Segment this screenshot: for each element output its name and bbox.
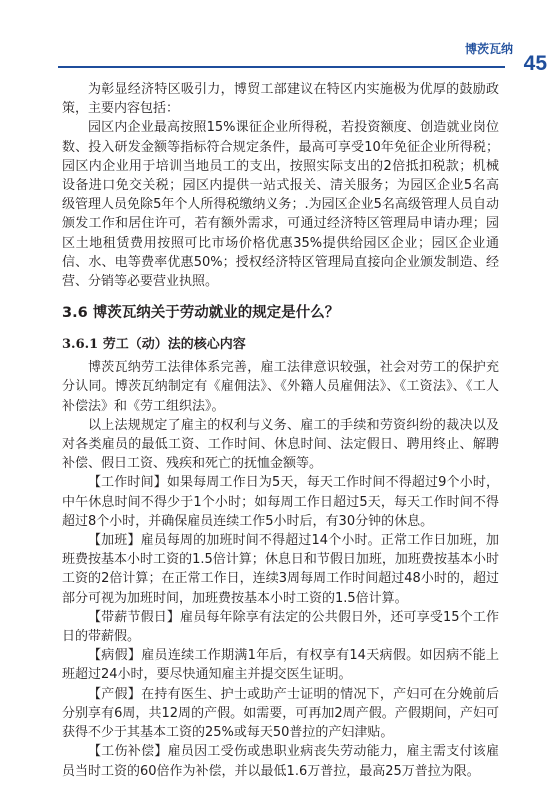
maternity-leave-text: 在持有医生、护士或助产士证明的情况下，产妇可在分娩前后分别享有6周，共12周的产假。如需要，可再加2周产假。产假期间，产妇可获得不少于其基本工资的25%或每天50普拉的产妇津贴。 [62, 686, 499, 741]
working-hours-tag: 【工作时间】 [88, 475, 167, 491]
overtime-text: 雇员每周的加班时间不得超过14个小时。正常工作日加班，加班费按基本小时工资的1.5倍计算；休息日和节假日加班，加班费按基本小时工资的2倍计算；在正常工作日，连续3周每周工作时间超过48小时的，超过部分可视为加班时间，加班费按基本小时工资的1.5倍计算。 [62, 533, 499, 606]
header-rule [58, 66, 505, 68]
injury-compensation-paragraph [62, 742, 499, 780]
policy-paragraph: 园区内企业最高按照15%课征企业所得税，若投资额度、创造就业岗位数、投入研发金额等指标符合规定条件，最高可享受10年免征企业所得税；园区内企业用于培训当地员工的支出，按照实际支出的2倍抵扣税款；机械设备进口免交关税；园区内提供一站式报关、清关服务；为园区企业5名高级管理人员免除5年个人所得税缴纳义务；.为园区企业5名高级管理人员自动颁发工作和居住许可，若有额外需求，可通过经济特区管理局申请办理；园区土地租赁费用按照可比市场价格优惠35%提供给园区企业；园区企业通信、水、电等费率优惠50%；授权经济特区管理局直接向企业颁发制造、经营、分销等必要营业执照。 [62, 120, 499, 290]
regulations-paragraph: 以上法规规定了雇主的权利与义务、雇工的手续和劳资纠纷的裁决以及对各类雇员的最低工资、工作时间、休息时间、法定假日、聘用终止、解聘补偿、假日工资、残疾和死亡的抚恤金额等。 [62, 417, 499, 472]
paid-holiday-text: 雇员每年除享有法定的公共假日外，还可享受15个工作日的带薪假。 [62, 609, 499, 645]
maternity-leave-paragraph [62, 685, 499, 743]
paid-holiday-paragraph [62, 608, 499, 646]
sick-leave-tag: 【病假】 [88, 648, 142, 664]
sick-leave-paragraph [62, 646, 499, 684]
working-hours-paragraph [62, 473, 499, 531]
paid-holiday-tag: 【带薪节假日】 [88, 609, 181, 625]
working-hours-text: 如果每周工作日为5天，每天工作时间不得超过9个小时，中午休息时间不得少于1个小时；如每周工作日超过5天，每天工作时间不得超过8个小时，并确保雇员连续工作5小时后，有30分钟的休息。 [62, 475, 499, 529]
injury-compensation-text: 雇员因工受伤或患职业病丧失劳动能力，雇主需支付该雇员当时工资的60倍作为补偿，并以最低1.6万普拉，最高25万普拉为限。 [62, 744, 499, 779]
intro-paragraph: 为彰显经济特区吸引力，博贸工部建议在特区内实施极为优厚的鼓励政策，主要内容包括： [62, 82, 499, 117]
sick-leave-text: 雇员连续工作期满1年后，有权享有14天病假。如因病不能上班超过24小时，要尽快通知雇主并提交医生证明。 [62, 648, 499, 683]
overtime-paragraph [62, 531, 499, 608]
header-label: 博茨瓦纳 [464, 42, 513, 56]
overtime-tag: 【加班】 [88, 533, 141, 549]
maternity-leave-tag: 【产假】 [88, 686, 142, 702]
labor-law-paragraph: 博茨瓦纳劳工法律体系完善，雇工法律意识较强，社会对劳工的保护充分认同。博茨瓦纳制定有《雇佣法》、《外籍人员雇佣法》、《工资法》、《工人补偿法》和《劳工组织法》。 [62, 360, 499, 414]
injury-compensation-tag: 【工伤补偿】 [88, 744, 168, 760]
subsection-title: 3.6.1 劳工（动）法的核心内容 [62, 337, 246, 353]
page-body [62, 80, 499, 781]
page-number: 45 [523, 52, 547, 75]
section-title: 3.6 博茨瓦纳关于劳动就业的规定是什么？ [62, 305, 340, 322]
